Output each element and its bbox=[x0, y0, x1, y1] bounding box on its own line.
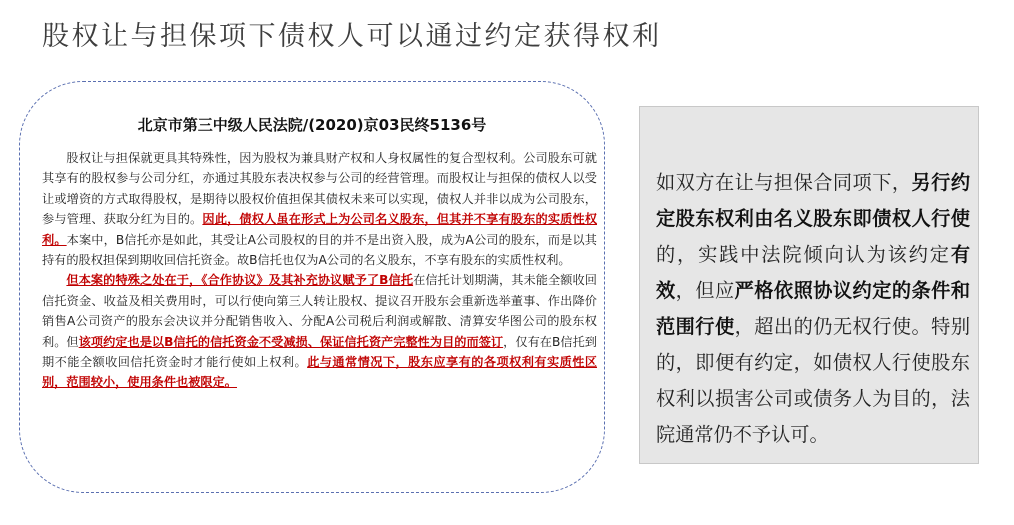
bold-text: 有效 bbox=[656, 243, 970, 302]
summary-box bbox=[639, 106, 979, 464]
case-excerpt-box bbox=[19, 81, 605, 493]
summary-text bbox=[656, 165, 970, 453]
text-run: 股权让与担保就更具其特殊性，因为股权为兼具财产权和人身权属性的复合型权利。公司股东可就其享有的股权参与公司分红，亦通过其股东表决权参与公司的经营管理。而股权让与担保的债权人以受让或增资的方式取得股权，是期待以股权价值担保其债权未来可以实现，债权人并非以成为公司股东，参与管理、获取分红为目的。 bbox=[42, 151, 597, 227]
text-run: ，超出的仍无权行使。特别的，即便有约定，如债权人行使股东权利以损害公司或债务人为目的，法院通常仍不予认可。 bbox=[656, 315, 971, 446]
bold-text: 严格依照协议约定的条件和范围行使 bbox=[656, 279, 971, 338]
highlighted-text: 但本案的特殊之处在于，《合作协议》及其补充协议赋予了B信托 bbox=[66, 273, 414, 288]
text-run: ，但应 bbox=[675, 279, 735, 302]
text-run: ，仅有在B信托到期不能全额收回信托资金时才能行使如上权利。 bbox=[42, 334, 597, 370]
bold-text: 另行约定股东权利由名义股东即债权人行使 bbox=[656, 171, 971, 230]
case-citation: 北京市第三中级人民法院/(2020)京03民终5136号 bbox=[137, 116, 487, 134]
text-run: 在信托计划期满，其未能全额收回信托资金、收益及相关费用时，可以行使向第三人转让股权、提议召开股东会重新选举董事、作出降价销售A公司资产的股东会决议并分配销售收入、分配A公司税后利润或解散、清算安华图公司的股东权利。但 bbox=[42, 273, 597, 349]
highlighted-text: 此与通常情况下，股东应享有的各项权利有实质性区别，范围较小，使用条件也被限定。 bbox=[42, 355, 598, 390]
case-text bbox=[42, 148, 597, 393]
highlighted-text: 该项约定也是以B信托的信托资金不受减损、保证信托资产完整性为目的而签订 bbox=[78, 334, 504, 349]
page-title: 股权让与担保项下债权人可以通过约定获得权利 bbox=[42, 21, 662, 52]
case-paragraph-1 bbox=[42, 148, 597, 270]
text-run: 本案中，B信托亦是如此，其受让A公司股权的目的并不是出资入股，成为A公司的股东，而是以其持有的股权担保到期收回信托资金。故B信托也仅为A公司的名义股东，不享有股东的实质性权利。 bbox=[42, 232, 597, 268]
text-run: 如双方在让与担保合同项下， bbox=[656, 171, 912, 194]
case-paragraph-2 bbox=[42, 270, 597, 392]
text-run: 的，实践中法院倾向认为该约定 bbox=[656, 243, 951, 266]
highlighted-text: 因此，债权人虽在形式上为公司名义股东，但其并不享有股东的实质性权利。 bbox=[42, 212, 598, 247]
